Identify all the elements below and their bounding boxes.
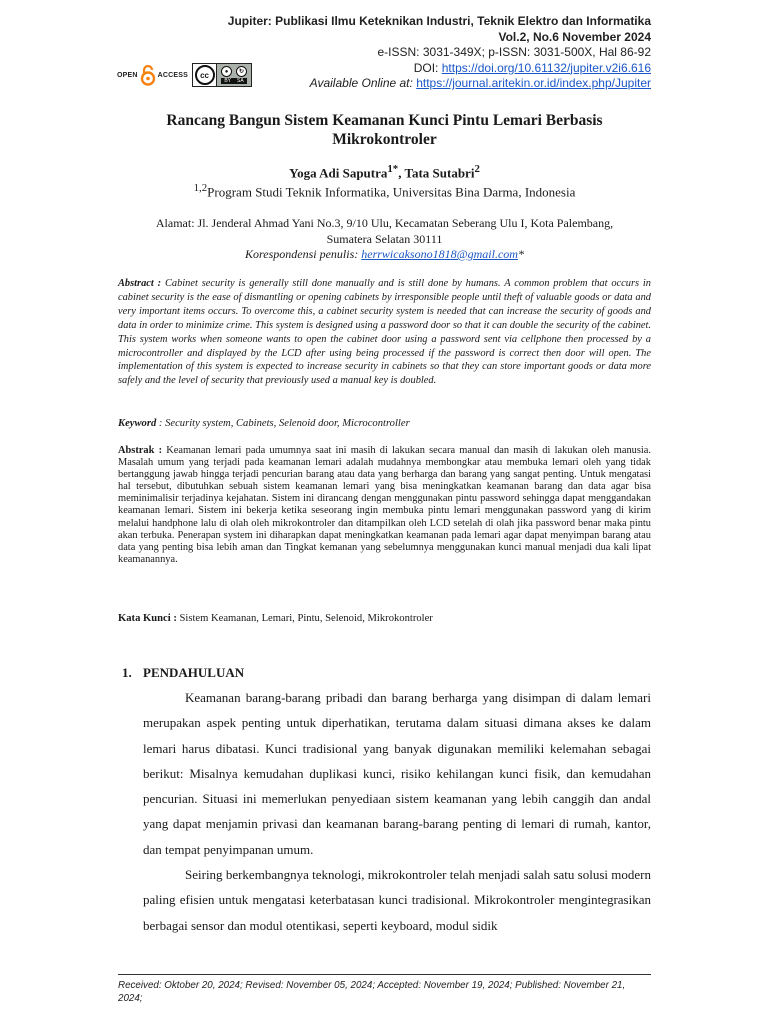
body-paragraph: Keamanan barang-barang pribadi dan barang berharga yang disimpan di dalam lemari merupakan aspek penting untuk diperhatikan, terutama dalam situasi dimana akses ke dalam lemari harus dibatasi. Kunci tradisional yang banyak digunakan memiliki kelemahan sebagai berikut: Misalnya kemudahan duplikasi kunci, risiko kehilangan kunci fisik, dan kemudahan pencurian. Situasi ini memerlukan penyediaan sistem keamanan yang lebih canggih dan andal yang dapat menjamin privasi dan keamanan barang-barang penting di lemari di rumah, kantor, dan tempat penyimpanan umum. (143, 690, 651, 857)
abstract-text: Cabinet security is generally still done manually and is still done by humans. A common problem that occurs in cabinet security is the ease of dismantling or opening cabinets by irresponsible people until theft of valuable goods or data and very important items occurs. To overcome this, a cabinet security system is needed that can increase the security of goods and data in order to minimize crime. This system is designed using a password door so that it can double the security of the cabinet. This system works when someone wants to open the cabinet door using a password sent via cellphone then processed by a microcontroller and displayed by the LCD after using being processed if the password is correct then door will open. The implementation of this system is expected to increase security in cabinets so that they can store important goods or data more safely and the level of security that previously used a manual key is doubled. (118, 278, 651, 387)
keywords-english (118, 418, 651, 429)
correspondence-line (118, 247, 651, 262)
abstrak-text: Keamanan lemari pada umumnya saat ini masih di lakukan secara manual dan masih di lakukan oleh manusia. Masalah umum yang terjadi pada keamanan lemari adalah mudahnya membongkar atau membuka lemari oleh yang tidak bertanggung jawab hingga terjadi pencurian barang atau data yang berharga dan barang yang sangat penting. Untuk mengatasi hal tersebut, dibutuhkan sebuah sistem keamanan lemari yang bisa meningkatkan keamanan barang dan data agar bisa meminimalisir terjadinya kejahatan. Sistem ini dirancang dengan menggunakan pintu password sehingga dapat menggandakan keamanan lemari. Sistem ini bekerja ketika seseorang ingin membuka pintu lemari menggunakan password yang di kirim melalui handphone lalu di olah oleh mikrokontroler dan ditampilkan oleh LCD setelah di olah jika password benar maka pintu akan terbuka. Penerapan system ini diharapkan dapat meningkatkan keamanan pada lemari agar dapat menyimpan barang atau data yang penting bisa lebih aman dan Tingkat kemanan yang sebelumnya menggunakan kunci manual menjadi dua kali lipat keamanannya. (118, 445, 651, 565)
section-heading (122, 665, 244, 681)
section-number: 1. (122, 665, 132, 680)
keyword-text: : Security system, Cabinets, Selenoid door, Microcontroller (156, 418, 410, 429)
author-2: Tata Sutabri (404, 165, 475, 181)
address-block (118, 216, 651, 247)
footer-rule (118, 974, 651, 975)
available-label: Available Online at: (309, 76, 417, 90)
creative-commons-icon: cc (195, 65, 215, 85)
publication-dates: Received: Oktober 20, 2024; Revised: November 05, 2024; Accepted: November 19, 2024; Published: November 21, 2024; (118, 980, 626, 1004)
affiliation-text: Program Studi Teknik Informatika, Universitas Bina Darma, Indonesia (207, 184, 576, 200)
share-alike-icon: ↻ (236, 66, 247, 77)
section-body (143, 685, 651, 938)
journal-volume: Vol.2, No.6 November 2024 (498, 29, 651, 44)
journal-url-link[interactable]: https://journal.aritekin.or.id/index.php/Jupiter (416, 76, 651, 90)
cc-by-label: BY (224, 78, 232, 84)
kata-kunci-label: Kata Kunci : (118, 613, 177, 624)
open-access-left-text: OPEN (117, 71, 138, 79)
journal-name: Jupiter: Publikasi Ilmu Keteknikan Industri, Teknik Elektro dan Informatika (227, 14, 651, 28)
kata-kunci-text: Sistem Keamanan, Lemari, Pintu, Selenoid, Mikrokontroler (176, 613, 433, 624)
author-line (118, 163, 651, 181)
correspondence-label: Korespondensi penulis: (245, 247, 362, 261)
license-badges (117, 62, 252, 88)
body-paragraph: Seiring berkembangnya teknologi, mikrokontroler telah menjadi salah satu solusi modern paling efisien untuk mengatasi keterbatasan kunci tradisional. Mikrokontroler mengintegrasikan berbagai sensor dan modul otentikasi, seperti keyboard, modul sidik (143, 867, 651, 933)
affiliation (118, 182, 651, 200)
open-access-logo (117, 64, 188, 86)
affiliation-marker: 1,2 (193, 182, 208, 194)
cc-by-sa-badge[interactable] (192, 63, 252, 87)
author-2-marker: 2 (474, 163, 480, 175)
correspondence-email-link[interactable]: herrwicaksono1818@gmail.com (361, 247, 518, 261)
open-access-right-text: ACCESS (157, 71, 189, 79)
section-title: PENDAHULUAN (143, 665, 245, 680)
abstrak-label: Abstrak : (118, 445, 163, 456)
cc-sa-label: SA (237, 78, 244, 84)
author-1-marker: 1* (387, 163, 399, 175)
correspondence-marker: * (517, 247, 524, 261)
address-line-2: Sumatera Selatan 30111 (326, 231, 443, 246)
author-separator: , (398, 165, 405, 181)
journal-issn: e-ISSN: 3031-349X; p-ISSN: 3031-500X, Hal 86-92 (377, 45, 651, 59)
address-line-1: Alamat: Jl. Jenderal Ahmad Yani No.3, 9/10 Ulu, Kecamatan Seberang Ulu I, Kota Palembang, (155, 216, 614, 230)
abstract-english (118, 277, 651, 388)
paper-title: Rancang Bangun Sistem Keamanan Kunci Pintu Lemari Berbasis Mikrokontroler (166, 112, 603, 148)
abstract-indonesian (118, 445, 651, 566)
keyword-label: Keyword (118, 418, 157, 429)
open-lock-icon (140, 64, 156, 86)
doi-link[interactable]: https://doi.org/10.61132/jupiter.v2i6.616 (441, 60, 651, 75)
attribution-person-icon: ● (221, 66, 232, 77)
author-1: Yoga Adi Saputra (289, 165, 388, 181)
doi-label: DOI: (413, 60, 442, 75)
keywords-indonesian (118, 613, 651, 624)
abstract-label: Abstract : (118, 278, 162, 289)
